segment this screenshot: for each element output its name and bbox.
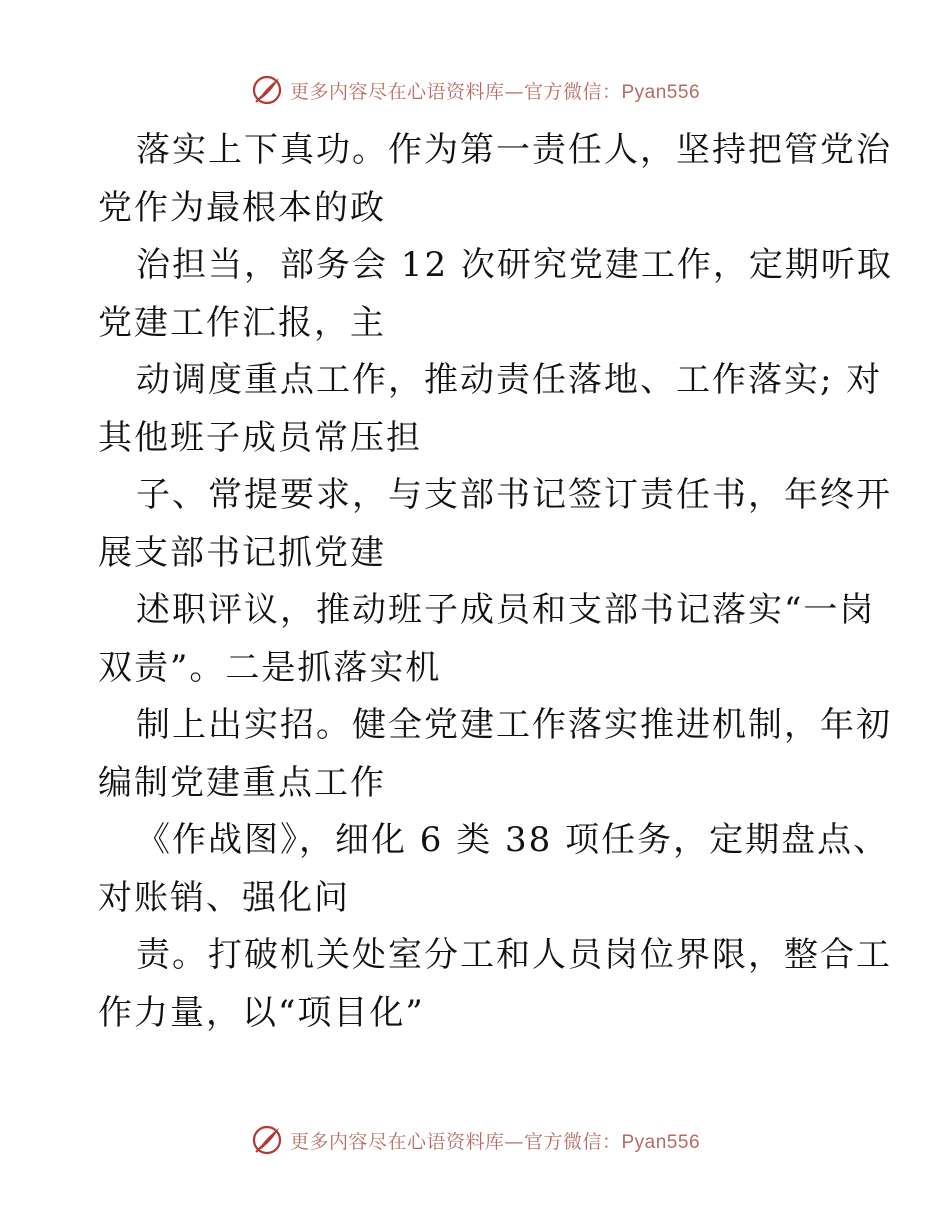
text-line: 制上出实招。健全党建工作落实推进机制，年初 — [136, 705, 892, 745]
quill-logo-icon — [250, 73, 284, 107]
text-line: 动调度重点工作，推动责任落地、工作落实; 对 — [136, 360, 883, 400]
text-line: 子、常提要求，与支部书记签订责任书，年终开 — [136, 475, 892, 515]
text-line: 治担当，部务会 12 次研究党建工作，定期听取 — [136, 245, 893, 285]
text-line: 述职评议，推动班子成员和支部书记落实“一岗 — [136, 590, 876, 630]
text-line: 其他班子成员常压担 — [98, 417, 422, 458]
text-line: 对账销、强化问 — [98, 877, 350, 918]
text-line: 作力量，以“项目化” — [98, 992, 425, 1033]
watermark-text: 更多内容尽在心语资料库—官方微信：Pyan556 — [289, 80, 701, 103]
document-body — [98, 122, 893, 1042]
text-line: 编制党建重点工作 — [98, 762, 386, 803]
text-line: 落实上下真功。作为第一责任人，坚持把管党治 — [136, 130, 892, 170]
text-line: 《作战图》，细化 6 类 38 项任务，定期盘点、 — [136, 820, 890, 860]
text-line: 党建工作汇报，主 — [98, 302, 386, 343]
text-line: 双责”。二是抓落实机 — [98, 647, 442, 688]
text-line: 责。打破机关处室分工和人员岗位界限，整合工 — [136, 935, 892, 975]
watermark-text: 更多内容尽在心语资料库—官方微信：Pyan556 — [289, 1130, 701, 1153]
quill-logo-icon — [250, 1123, 284, 1157]
footer-watermark — [0, 1120, 950, 1160]
text-line: 党作为最根本的政 — [98, 187, 386, 228]
text-line: 展支部书记抓党建 — [98, 532, 386, 573]
header-watermark — [0, 70, 950, 110]
